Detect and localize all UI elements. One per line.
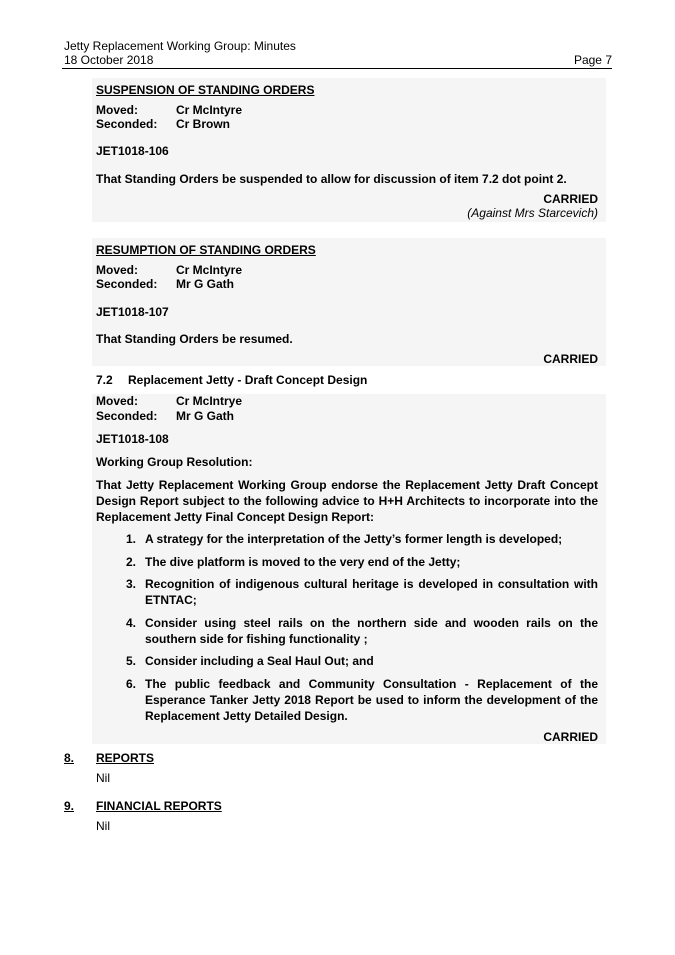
section-heading: FINANCIAL REPORTS — [96, 799, 222, 813]
list-item-text: The dive platform is moved to the very end of the Jetty; — [145, 555, 461, 569]
document-title: Jetty Replacement Working Group: Minutes — [64, 39, 296, 53]
list-item-number: 1. — [126, 532, 137, 546]
seconded-value: Cr Brown — [176, 117, 230, 131]
suspension-heading: SUSPENSION OF STANDING ORDERS — [96, 83, 315, 97]
resumption-seconded — [96, 277, 234, 292]
suspension-moved — [96, 103, 242, 118]
list-item-number: 6. — [126, 677, 137, 691]
item72-title: Replacement Jetty - Draft Concept Design — [128, 373, 368, 387]
list-item-number: 2. — [126, 555, 137, 569]
seconded-label: Seconded: — [96, 117, 158, 131]
moved-label: Moved: — [96, 263, 138, 277]
seconded-value: Mr G Gath — [176, 409, 235, 423]
suspension-result: CARRIED — [543, 192, 598, 206]
section-number: 8. — [64, 751, 75, 765]
list-item-text: Consider using steel rails on the northern side and wooden rails on the southern side for fishing functionality ; — [145, 616, 598, 646]
list-item-text: A strategy for the interpretation of the Jetty’s former length is developed; — [145, 532, 563, 546]
moved-label: Moved: — [96, 394, 138, 408]
section-body: Nil — [96, 819, 110, 833]
item72-resolution-label: Working Group Resolution: — [96, 455, 253, 469]
item72-number: 7.2 — [96, 373, 113, 387]
suspension-note: (Against Mrs Starcevich) — [467, 206, 598, 220]
item72-seconded — [96, 409, 234, 424]
resumption-heading: RESUMPTION OF STANDING ORDERS — [96, 243, 316, 257]
suspension-seconded — [96, 117, 230, 132]
item72-moved — [96, 394, 242, 409]
suspension-ref: JET1018-106 — [96, 144, 169, 158]
document-date: 18 October 2018 — [64, 53, 154, 67]
list-item-number: 4. — [126, 616, 137, 630]
moved-value: Cr McIntyre — [176, 103, 243, 117]
item72-resolution-intro: That Jetty Replacement Working Group endorse the Replacement Jetty Draft Concept Design Report subject to the following advice to H+H Architects to incorporate into the Replacement Jetty Final Concept Design Report: — [96, 478, 598, 524]
list-item-number: 3. — [126, 577, 137, 591]
list-item-text: Consider including a Seal Haul Out; and — [145, 654, 374, 668]
section-body: Nil — [96, 771, 110, 785]
resumption-result: CARRIED — [543, 352, 598, 366]
section-heading: REPORTS — [96, 751, 155, 765]
header-divider — [62, 68, 612, 69]
section-number: 9. — [64, 799, 75, 813]
seconded-label: Seconded: — [96, 409, 158, 423]
item72-heading — [96, 373, 367, 388]
moved-label: Moved: — [96, 103, 138, 117]
suspension-resolution: That Standing Orders be suspended to allow for discussion of item 7.2 dot point 2. — [96, 172, 567, 186]
page-header — [64, 39, 612, 67]
page-number: Page 7 — [573, 53, 612, 67]
resumption-resolution: That Standing Orders be resumed. — [96, 332, 293, 346]
moved-value: Cr McIntrye — [176, 394, 243, 408]
moved-value: Cr McIntyre — [176, 263, 243, 277]
seconded-value: Mr G Gath — [176, 277, 235, 291]
seconded-label: Seconded: — [96, 277, 158, 291]
list-item-text: The public feedback and Community Consultation - Replacement of the Esperance Tanker Jetty 2018 Report be used to inform the development of the Replacement Jetty Detailed Design. — [145, 677, 598, 723]
resumption-ref: JET1018-107 — [96, 305, 169, 319]
item72-result: CARRIED — [543, 730, 598, 744]
list-item-number: 5. — [126, 654, 137, 668]
item72-ref: JET1018-108 — [96, 432, 169, 446]
list-item-text: Recognition of indigenous cultural heritage is developed in consultation with ETNTAC; — [145, 577, 598, 607]
resumption-moved — [96, 263, 242, 278]
